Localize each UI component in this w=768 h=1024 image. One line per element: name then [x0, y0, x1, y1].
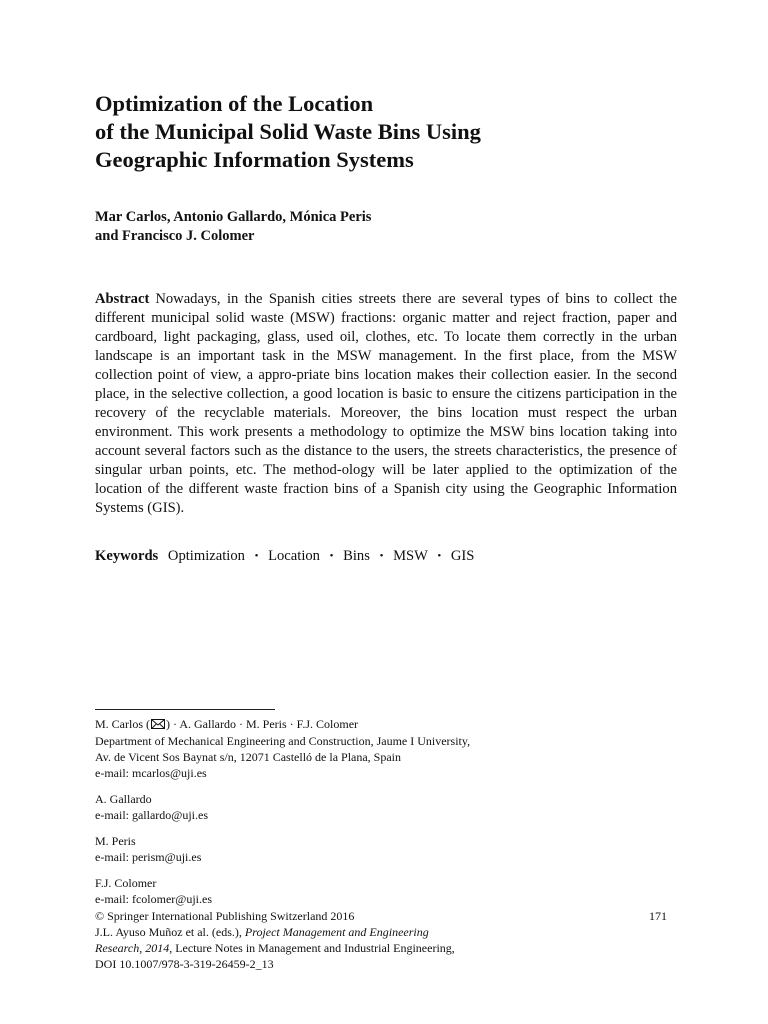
abstract-section — [95, 290, 677, 518]
keywords-heading: Keywords — [95, 548, 159, 564]
keyword-item: MSW — [393, 548, 428, 564]
book-title: Project Management and Engineering — [244, 925, 429, 939]
author-name: A. Gallardo — [95, 792, 152, 806]
citation-line — [95, 924, 677, 940]
affiliation-block — [95, 833, 677, 865]
authors-line-prefix: M. Carlos ( — [95, 717, 150, 731]
book-title-cont: Research, 2014 — [95, 941, 170, 955]
keyword-separator: • — [379, 550, 384, 562]
affiliation-block — [95, 791, 677, 823]
author-line: Mar Carlos, Antonio Gallardo, Mónica Peris — [95, 209, 372, 225]
paper-title — [95, 90, 677, 174]
title-line: of the Municipal Solid Waste Bins Using — [95, 119, 481, 144]
abstract-text: Nowadays, in the Spanish cities streets there are several types of bins to collect the different municipal solid waste (MSW) fractions: organic matter and reject fraction, paper and cardboard, light packaging, glass, used oil, clothes, etc. To locate them correctly in the urban landscape is an important task in the MSW management. In the first place, from the MSW collection point of view, a appro-priate bins location makes their collection easier. In the second place, in the selective collection, a good location is basic to ensure the citizens participation in the recovery of the recyclable materials. Moreover, the bins location must respect the urban environment. This work presents a methodology to optimize the MSW bins location taking into account several factors such as the distance to the users, the streets characteristics, the presence of singular urban points, etc. The method-ology will be later applied to the optimization of the location of the different waste fraction bins of a Spanish city using the Geographic Information Systems (GIS). — [95, 291, 677, 516]
keyword-item: Bins — [343, 548, 370, 564]
keyword-item: Location — [268, 548, 320, 564]
envelope-icon — [151, 717, 165, 733]
email-link[interactable]: e-mail: fcolomer@uji.es — [95, 892, 213, 906]
author-list — [95, 208, 677, 246]
corresponding-authors-line — [95, 716, 677, 733]
department: Department of Mechanical Engineering and Construction, Jaume I University, — [95, 734, 471, 748]
email-link[interactable]: e-mail: gallardo@uji.es — [95, 808, 209, 822]
series-name: , Lecture Notes in Management and Industrial Engineering, — [169, 941, 455, 955]
keyword-separator: • — [254, 550, 259, 562]
author-affiliations — [95, 716, 677, 917]
affiliation-block — [95, 716, 677, 781]
author-name: F.J. Colomer — [95, 876, 157, 890]
citation-prefix: J.L. Ayuso Muñoz et al. (eds.), — [95, 925, 245, 939]
copyright-section — [95, 908, 677, 972]
affiliation-block — [95, 875, 677, 907]
email-link[interactable]: e-mail: mcarlos@uji.es — [95, 766, 207, 780]
title-line: Geographic Information Systems — [95, 147, 414, 172]
copyright-line: © Springer International Publishing Switzerland 2016 — [95, 909, 355, 923]
keyword-separator: • — [329, 550, 334, 562]
page-number: 171 — [649, 909, 667, 923]
keywords-section — [95, 547, 677, 566]
author-line: and Francisco J. Colomer — [95, 228, 255, 244]
doi-link[interactable]: DOI 10.1007/978-3-319-26459-2_13 — [95, 957, 274, 971]
abstract-heading: Abstract — [95, 291, 150, 307]
keyword-item: Optimization — [167, 548, 245, 564]
address: Av. de Vicent Sos Baynat s/n, 12071 Castelló de la Plana, Spain — [95, 750, 402, 764]
citation-line — [95, 940, 677, 956]
paper-page — [95, 0, 677, 1024]
email-link[interactable]: e-mail: perism@uji.es — [95, 850, 202, 864]
authors-line-suffix: ) · A. Gallardo · M. Peris · F.J. Colomer — [166, 717, 359, 731]
footnote-divider — [95, 709, 275, 710]
keyword-separator: • — [437, 550, 442, 562]
keyword-item: GIS — [450, 548, 475, 564]
title-line: Optimization of the Location — [95, 91, 374, 116]
author-name: M. Peris — [95, 834, 136, 848]
